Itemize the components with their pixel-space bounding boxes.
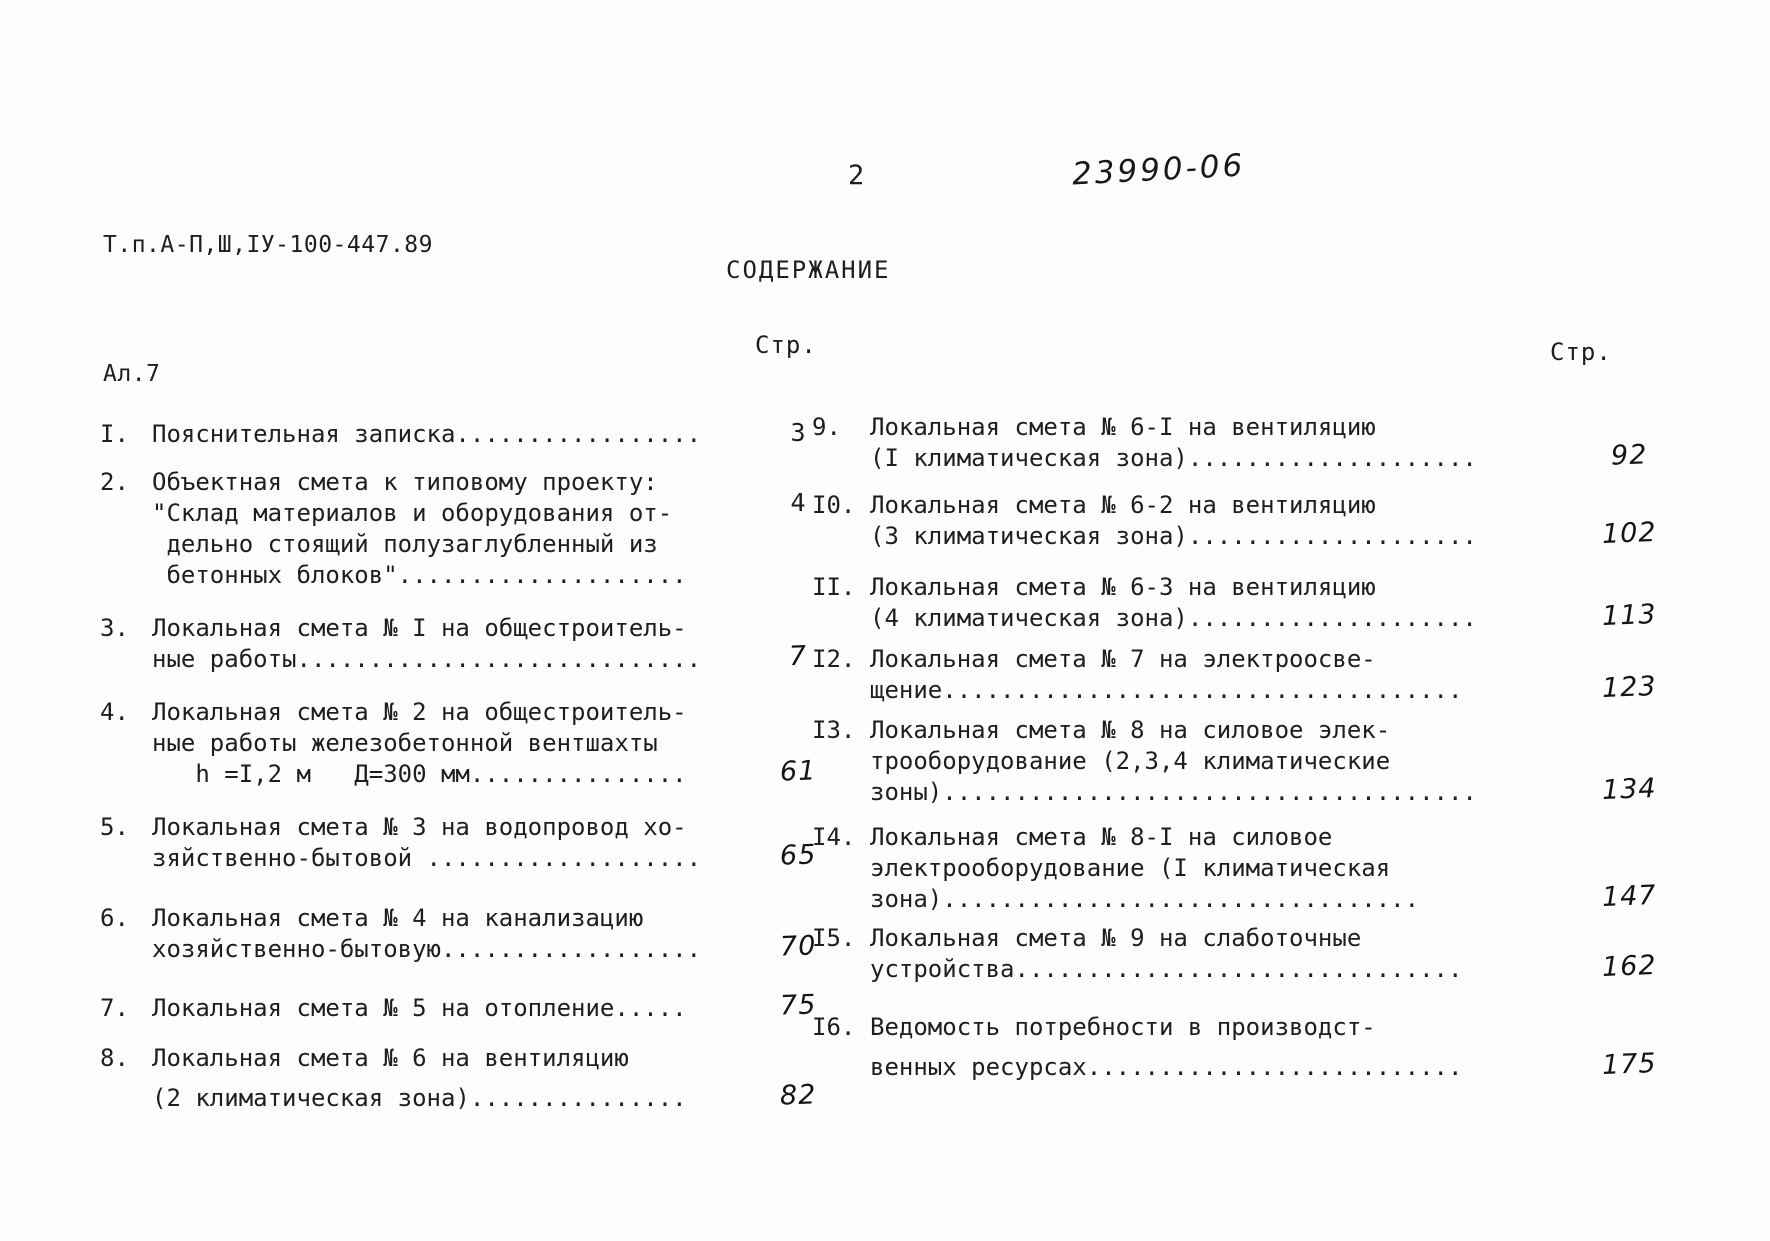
toc-item-text-line: зяйственно-бытовой ................... xyxy=(152,844,702,872)
toc-item xyxy=(100,419,844,450)
page-col-header-right: Стр. xyxy=(1550,338,1612,366)
toc-item-page: 4 xyxy=(790,488,806,517)
toc-item-number: I2. xyxy=(812,645,856,673)
toc-item xyxy=(812,715,1676,808)
toc-item-text-line: Объектная смета к типовому проекту: xyxy=(152,468,658,496)
toc-item xyxy=(100,812,844,874)
toc-item-page: 113 xyxy=(1601,599,1657,632)
toc-item-text xyxy=(870,412,1582,474)
toc-item-text-line: Локальная смета № 6-2 на вентиляцию xyxy=(870,491,1376,519)
toc-item-number: I5. xyxy=(812,924,856,952)
toc-item-text xyxy=(152,812,752,874)
toc-item-text-line: Локальная смета № 8 на силовое элек- xyxy=(870,716,1391,744)
toc-item-text-line: венных ресурсах.......................... xyxy=(870,1053,1463,1081)
page-number: 2 xyxy=(848,160,866,191)
toc-item-page: 75 xyxy=(779,989,817,1022)
toc-item-number: I0. xyxy=(812,491,856,519)
toc-item-text xyxy=(152,697,752,790)
toc-item-text-line: Локальная смета № 2 на общестроитель- xyxy=(152,698,687,726)
toc-item-page: 102 xyxy=(1601,517,1657,550)
toc-item-text-line: Локальная смета № 6 на вентиляцию xyxy=(152,1044,629,1072)
album-code: Ал.7 xyxy=(103,361,161,387)
toc-item-number: I. xyxy=(100,420,129,448)
toc-item-number: 4. xyxy=(100,698,129,726)
handwritten-stamp: 23990-06 xyxy=(1071,147,1247,193)
toc-item-number: I3. xyxy=(812,716,856,744)
toc-item-page: 175 xyxy=(1601,1048,1657,1081)
toc-item-text-line: ные работы железобетонной вентшахты xyxy=(152,729,658,757)
toc-item-text-line: Локальная смета № 6-I на вентиляцию xyxy=(870,413,1376,441)
toc-item xyxy=(812,490,1676,552)
page-col-header-left: Стр. xyxy=(755,331,817,359)
toc-item-text-line: Ведомость потребности в производст- xyxy=(870,1013,1376,1041)
toc-item-number: 9. xyxy=(812,413,841,441)
toc-item-page: 3 xyxy=(790,418,806,447)
toc-item-text-line: Пояснительная записка................. xyxy=(152,420,702,448)
toc-item-text xyxy=(152,467,752,591)
toc-item xyxy=(100,1043,844,1114)
toc-item-page: 147 xyxy=(1601,880,1657,913)
toc-item-text-line: Локальная смета № 5 на отопление..... xyxy=(152,994,687,1022)
toc-item-text-line: устройства............................... xyxy=(870,955,1463,983)
toc-item-text-line: h =I,2 м Д=300 мм............... xyxy=(152,760,687,788)
toc-item-number: 8. xyxy=(100,1044,129,1072)
toc-item-text-line: Локальная смета № 8-I на силовое xyxy=(870,823,1333,851)
toc-item-text xyxy=(870,572,1582,634)
toc-item-page: 70 xyxy=(779,930,817,963)
toc-item-text-line: (4 климатическая зона).................... xyxy=(870,604,1477,632)
toc-item-text xyxy=(152,613,752,675)
toc-item-text-line: Локальная смета № 6-3 на вентиляцию xyxy=(870,573,1376,601)
toc-item-page: 92 xyxy=(1610,439,1648,472)
toc-item-page: 123 xyxy=(1601,671,1657,704)
toc-item-number: 2. xyxy=(100,468,129,496)
toc-item-text-line: Локальная смета № 3 на водопровод хо- xyxy=(152,813,687,841)
toc-item-text-line: зоны)..................................... xyxy=(870,778,1477,806)
toc-item-text-line: электрооборудование (I климатическая xyxy=(870,854,1391,882)
toc-item xyxy=(812,572,1676,634)
toc-item-page: 134 xyxy=(1601,773,1657,806)
toc-item-text-line: Локальная смета № 9 на слаботочные xyxy=(870,924,1362,952)
toc-item-text-line: зона)................................. xyxy=(870,885,1420,913)
toc-item-number: 6. xyxy=(100,904,129,932)
toc-item xyxy=(812,1012,1676,1083)
toc-item-text-line: (2 климатическая зона)............... xyxy=(152,1084,687,1112)
toc-item-number: 7. xyxy=(100,994,129,1022)
toc-item-page: 65 xyxy=(779,839,817,872)
toc-item-text xyxy=(870,644,1582,706)
toc-item-text xyxy=(870,1012,1582,1083)
toc-item-text-line: "Склад материалов и оборудования от- xyxy=(152,499,673,527)
toc-item-page: 61 xyxy=(779,755,817,788)
toc-item xyxy=(812,644,1676,706)
toc-item-text xyxy=(870,490,1582,552)
toc-item-text-line: бетонных блоков".................... xyxy=(152,561,687,589)
toc-item-number: 5. xyxy=(100,813,129,841)
toc-item-text-line: Локальная смета № I на общестроитель- xyxy=(152,614,687,642)
toc-item-number: I6. xyxy=(812,1013,856,1041)
toc-item xyxy=(100,467,844,591)
toc-item-number: 3. xyxy=(100,614,129,642)
toc-item-text xyxy=(152,419,752,450)
toc-item-text-line: хозяйственно-бытовую.................. xyxy=(152,935,702,963)
toc-item-text xyxy=(870,822,1582,915)
toc-item-text xyxy=(870,715,1582,808)
toc-item-page: 162 xyxy=(1601,950,1657,983)
toc-item-text-line: Локальная смета № 4 на канализацию xyxy=(152,904,644,932)
toc-item-page: 82 xyxy=(779,1079,817,1112)
page-title: СОДЕРЖАНИЕ xyxy=(726,256,891,284)
toc-item-text xyxy=(152,1043,752,1114)
toc-item xyxy=(812,822,1676,915)
toc-item xyxy=(100,697,844,790)
toc-item-text-line: Локальная смета № 7 на электроосве- xyxy=(870,645,1376,673)
toc-item xyxy=(100,613,844,675)
toc-item-text xyxy=(152,903,752,965)
toc-column-left xyxy=(100,405,844,1114)
toc-item xyxy=(812,412,1676,474)
toc-item-text-line: ные работы............................ xyxy=(152,645,702,673)
toc-item xyxy=(812,923,1676,985)
toc-item-text-line: (3 климатическая зона).................... xyxy=(870,522,1477,550)
toc-item-text-line: щение.................................... xyxy=(870,676,1463,704)
toc-column-right xyxy=(812,398,1676,1083)
toc-item xyxy=(100,903,844,965)
toc-item-text xyxy=(870,923,1582,985)
toc-item xyxy=(100,989,844,1024)
toc-item-text-line: (I климатическая зона).................... xyxy=(870,444,1477,472)
toc-item-text-line: трооборудование (2,3,4 климатические xyxy=(870,747,1391,775)
toc-item-text-line: дельно стоящий полузаглубленный из xyxy=(152,530,658,558)
toc-item-number: II. xyxy=(812,573,856,601)
toc-item-page: 7 xyxy=(788,640,808,673)
doc-code-line: Т.п.А-П,Ш,IУ-100-447.89 xyxy=(103,232,433,258)
toc-item-number: I4. xyxy=(812,823,856,851)
toc-item-text xyxy=(152,993,752,1024)
